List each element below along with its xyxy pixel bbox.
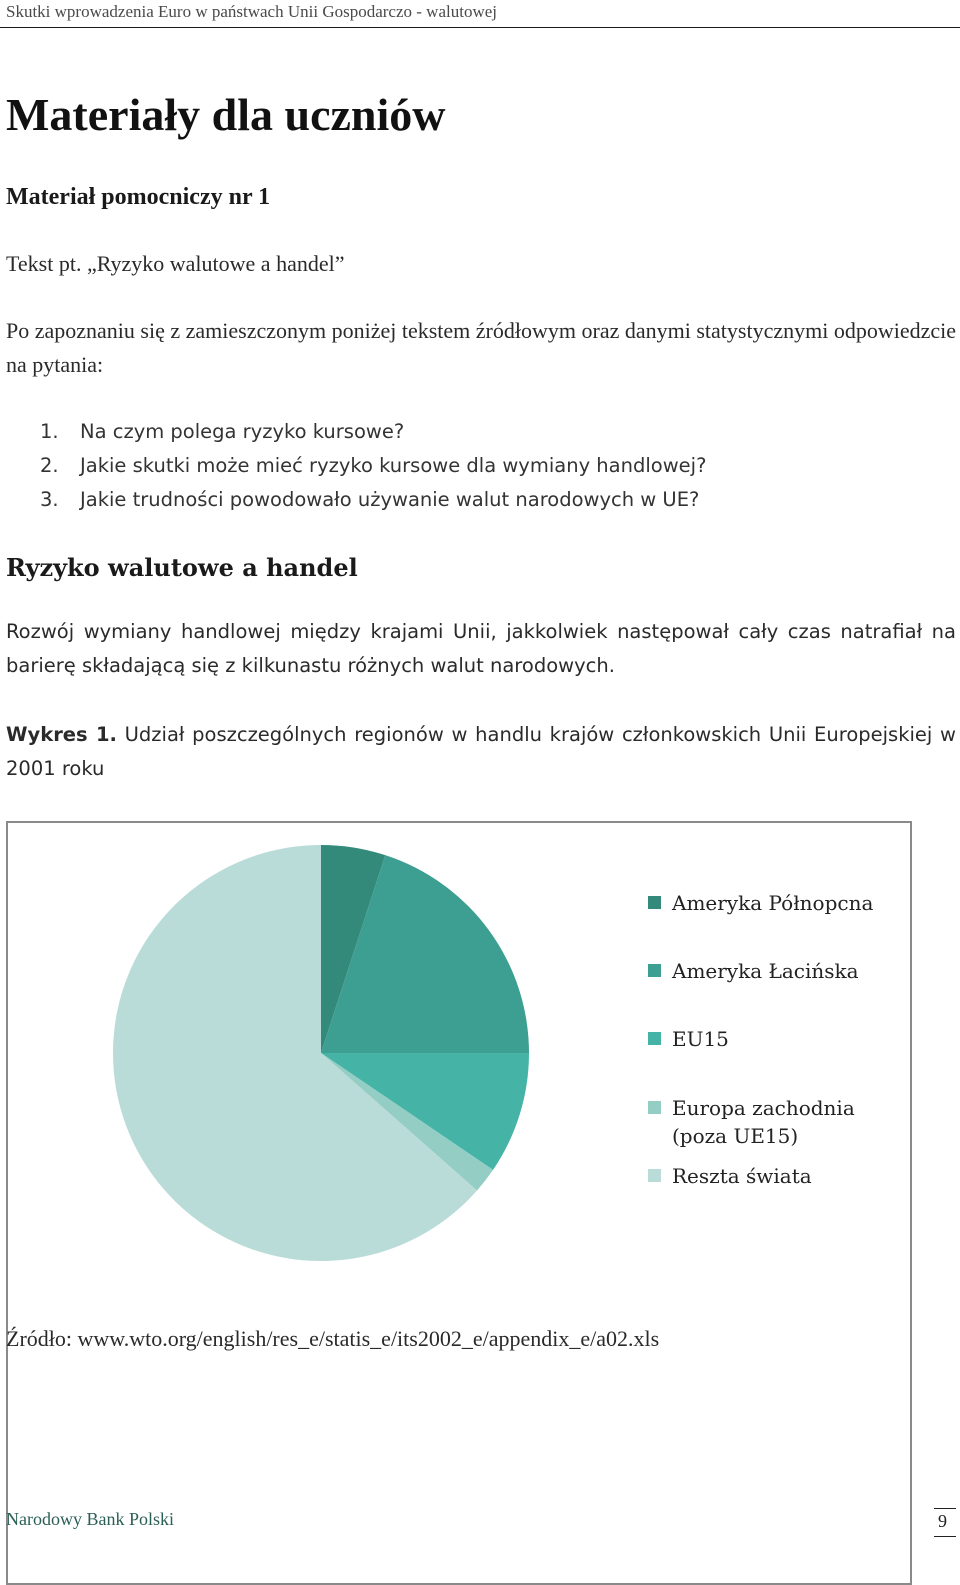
page-number-rule-bottom — [934, 1536, 956, 1537]
legend-label: Europa zachodnia (poza UE15) — [672, 1096, 855, 1148]
question-number: 2. — [40, 454, 59, 477]
question-item — [40, 454, 706, 477]
legend-label: Reszta świata — [672, 1164, 812, 1188]
question-item — [40, 488, 699, 511]
question-text: Jakie trudności powodowało używanie walut narodowych w UE? — [80, 488, 700, 511]
running-header: Skutki wprowadzenia Euro w państwach Unii Gospodarczo - walutowej — [6, 2, 497, 21]
figure-caption — [6, 718, 956, 786]
legend-label: Ameryka Łacińska — [672, 959, 859, 983]
page-number-rule-top — [934, 1508, 956, 1509]
material-subtitle: Materiał pomocniczy nr 1 — [6, 184, 271, 210]
question-text: Na czym polega ryzyko kursowe? — [80, 420, 405, 443]
legend-label: Ameryka Półnopcna — [672, 891, 874, 915]
legend-label: EU15 — [672, 1027, 729, 1051]
legend-swatch — [648, 1101, 661, 1114]
pie-chart — [8, 823, 910, 1583]
source-note: Źródło: www.wto.org/english/res_e/statis_e/its2002_e/appendix_e/a02.xls — [6, 1326, 660, 1351]
legend-swatch — [648, 1169, 661, 1182]
header-divider — [0, 27, 960, 28]
chart-frame — [6, 821, 912, 1585]
section-heading: Ryzyko walutowe a handel — [6, 553, 358, 582]
footer-publisher: Narodowy Bank Polski — [6, 1509, 174, 1529]
question-number: 3. — [40, 488, 59, 511]
legend-swatch — [648, 896, 661, 909]
page-title: Materiały dla uczniów — [6, 89, 446, 140]
legend-swatch — [648, 964, 661, 977]
legend-swatch — [648, 1032, 661, 1045]
instruction-paragraph: Po zapoznaniu się z zamieszczonym poniżej tekstem źródłowym oraz danymi statystycznymi odpowiedzcie na pytania: — [6, 318, 956, 377]
question-text: Jakie skutki może mieć ryzyko kursowe dla wymiany handlowej? — [80, 454, 707, 477]
section-paragraph: Rozwój wymiany handlowej między krajami Unii, jakkolwiek następował cały czas natrafiał na barierę składającą się z kilkunastu różnych walut narodowych. — [6, 620, 956, 677]
figure-caption-text: Udział poszczególnych regionów w handlu krajów członkowskich Unii Europejskiej w 2001 roku — [6, 723, 956, 780]
question-item — [40, 420, 404, 443]
page-number: 9 — [938, 1511, 947, 1531]
text-title: Tekst pt. „Ryzyko walutowe a handel” — [6, 251, 345, 276]
question-number: 1. — [40, 420, 59, 443]
figure-label: Wykres 1. — [6, 723, 117, 746]
